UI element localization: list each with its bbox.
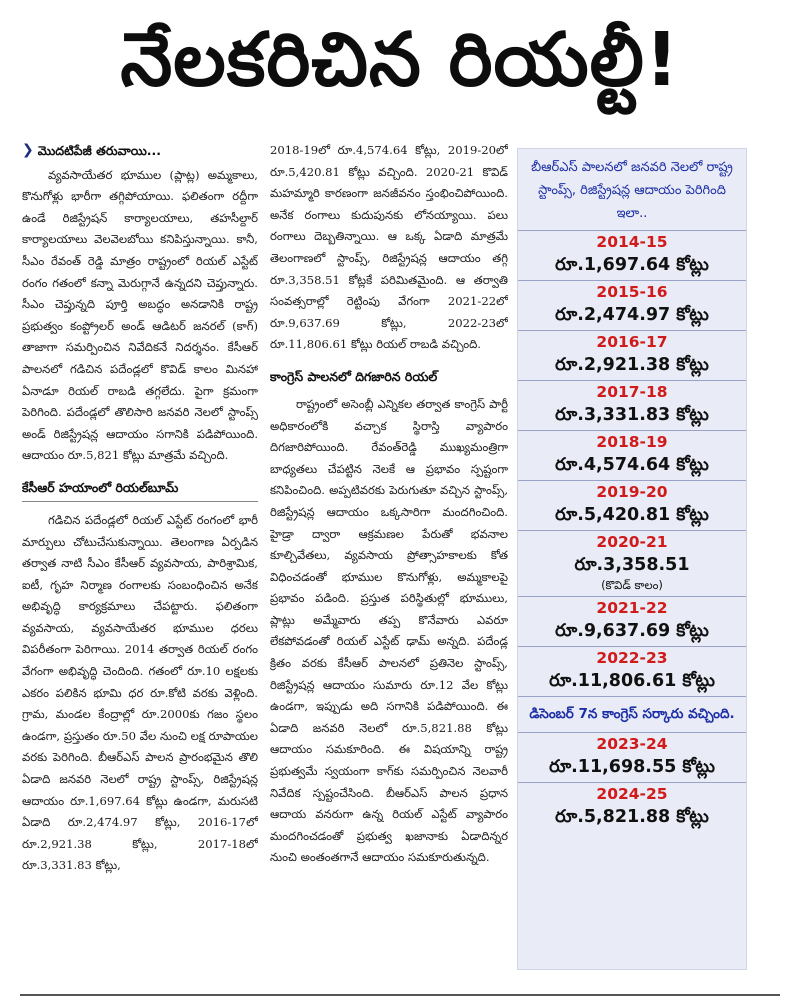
kicker — [22, 140, 258, 162]
revenue-entry — [518, 647, 746, 697]
revenue-entry — [518, 531, 746, 597]
entry-year: 2018-19 — [596, 433, 668, 451]
revenue-entry — [518, 381, 746, 431]
article-column-1 — [22, 140, 258, 990]
entry-amount: రూ.2,474.97 కోట్లు — [555, 305, 709, 325]
entry-amount: రూ.3,331.83 కోట్లు — [555, 405, 709, 425]
entry-year: 2015-16 — [596, 283, 668, 301]
entry-year: 2016-17 — [596, 333, 668, 351]
bottom-divider — [20, 994, 780, 996]
entry-amount: రూ.5,420.81 కోట్లు — [555, 505, 709, 525]
article-paragraph: 2018-19లో రూ.4,574.64 కోట్లు, 2019-20లో రూ.5,420.81 కోట్లు వచ్చింది. 2020-21 కొవిడ్ మహమ్మారి కారణంగా జనజీవనం స్తంభించిపోయింది. అనేక రంగాలు కుదుపునకు లోనయ్యాయి. పలు రంగాలు దెబ్బతిన్నాయి. ఆ ఒక్క ఏడాది మాత్రమే తెలంగాణలో స్టాంప్స్, రిజిస్ట్రేషన్ల ఆదాయం తగ్గి రూ.3,358.51 కోట్లకే పరిమితమైంది. ఆ తర్వాతి సంవత్సరాల్లో రెట్టింపు వేగంగా 2021-22లో రూ.9,637.69 కోట్లు, 2022-23లో రూ.11,806.61 కోట్లు రియల్ రాబడి వచ్చింది. — [270, 143, 508, 352]
entry-amount: రూ.5,821.88 కోట్లు — [555, 807, 709, 827]
entry-amount: రూ.1,697.64 కోట్లు — [555, 255, 709, 275]
revenue-sidebar — [517, 148, 747, 970]
entry-year: 2021-22 — [596, 599, 668, 617]
article-paragraph: వ్యవసాయేతర భూముల (ప్లాట్ల) అమ్మకాలు, కొనుగోళ్లు భారీగా తగ్గిపోయాయి. ఫలితంగా రద్దీగా ఉండే రిజిస్ట్రేషన్ కార్యాలయాలు, తహసీల్దార్ కార్యాలయాలు వెలవెలబోయి కనిపిస్తున్నాయి. కానీ, సీఎం రేవంత్ రెడ్డి మాత్రం రాష్ట్రంలో రియల్ ఎస్టేట్ రంగం గతంలో కన్నా మెరుగ్గానే ఉన్నదని చెప్తున్నారు. సీఎం చెప్తున్నది పూర్తి అబద్ధం అనడానికి రాష్ట్ర ప్రభుత్వం కంప్ట్రోలర్ అండ్ ఆడిటర్ జనరల్ (కాగ్) తాజాగా సమర్పించిన నివేదికనే నిదర్శనం. కేసీఆర్ పాలనలో గడిచిన పదేండ్లలో కొవిడ్ కాలం మినహా ఏనాడూ రియల్ రాబడి తగ్గలేదు. పైగా క్రమంగా పెరిగింది. పదేండ్లలో తొలిసారి జనవరి నెలలో స్టాంప్స్ అండ్ రిజిస్ట్రేషన్ల ఆదాయం సగానికి పడిపోయింది. ఆదాయం రూ.5,821 కోట్లు మాత్రమే వచ్చింది. — [22, 167, 258, 463]
entry-amount: రూ.9,637.69 కోట్లు — [555, 621, 709, 641]
section-subhead: కేసీఆర్ హయాంలో రియల్‌బూమ్ — [22, 479, 258, 502]
entry-year: 2024-25 — [596, 785, 668, 803]
section-subhead: కాంగ్రెస్ పాలనలో దిగజారిన రియల్ — [270, 368, 438, 384]
article-column-2 — [270, 140, 508, 990]
entry-note: (కొవిడ్ కాలం) — [601, 578, 663, 592]
revenue-entry — [518, 431, 746, 481]
entry-year: 2020-21 — [596, 533, 668, 551]
revenue-entry — [518, 783, 746, 832]
chevron-right-icon: ❯ — [22, 142, 34, 158]
entry-year: 2019-20 — [596, 483, 668, 501]
article-paragraph: రాష్ట్రంలో అసెంబ్లీ ఎన్నికల తర్వాత కాంగ్రెస్ పార్టీ అధికారంలోకి వచ్చాక స్థిరాస్తి వ్యాపారం దిగజారిపోయింది. రేవంత్‌రెడ్డి ముఖ్యమంత్రిగా బాధ్యతలు చేపట్టిన నెలకే ఆ ప్రభావం స్పష్టంగా కనిపించింది. అప్పటివరకు పెరుగుతూ వచ్చిన స్టాంప్స్, రిజిస్ట్రేషన్ల ఆదాయం ఒక్కసారిగా మందగించింది. హైడ్రా ద్వారా ఆక్రమణల పేరుతో భవనాల కూల్చివేతలు, వ్యవసాయ ప్రోత్సాహకాలకు కోత విధించడంతో భూముల కొనుగోళ్లు, అమ్మకాలపై ప్రభావం పడింది. ప్రస్తుత పరిస్థితుల్లో భూములు, ప్లాట్లు అమ్మేవారు తప్ప కొనేవారు ఎవరూ లేకపోవడంతో రియల్ ఎస్టేట్ ఢామ్ అన్నది. పదేండ్ల క్రితం వరకు కేసీఆర్ పాలనలో ప్రతినెల స్టాంప్స్, రిజిస్ట్రేషన్ల ఆదాయం సుమారు రూ.12 వేల కోట్లు ఉండగా, ఇప్పుడు అది సగానికి పడిపోయింది. ఈ ఏడాది జనవరి నెలలో రూ.5,821.88 కోట్లు ఆదాయం సమకూరింది. ఈ విషయాన్ని రాష్ట్ర ప్రభుత్వమే స్వయంగా కాగ్‌కు సమర్పించిన నెలవారీ నివేదిక స్పష్టంచేసింది. బీఆర్ఎస్ పాలన ప్రధాన ఆదాయ వనరుగా ఉన్న రియల్ ఎస్టేట్ వ్యాపారం మందగించడంతో ప్రభుత్వ ఖజానాకు ఏడాదిన్నర నుంచి అంతంతగానే ఆదాయం సమకూరుతున్నది. — [270, 396, 508, 865]
revenue-entry — [518, 231, 746, 281]
headline: నేలకరిచిన రియల్టీ! — [120, 17, 680, 103]
revenue-entry — [518, 281, 746, 331]
entry-amount: రూ.4,574.64 కోట్లు — [555, 455, 709, 475]
entry-year: 2014-15 — [596, 233, 668, 251]
entry-amount: రూ.3,358.51 — [574, 555, 690, 575]
entry-year: 2023-24 — [596, 735, 668, 753]
entry-year: 2022-23 — [596, 649, 668, 667]
entry-amount: రూ.11,698.55 కోట్లు — [549, 757, 715, 777]
revenue-entry — [518, 597, 746, 647]
entry-amount: రూ.2,921.38 కోట్లు — [555, 355, 709, 375]
kicker-text: మొదటిపేజీ తరువాయి... — [37, 143, 162, 158]
article-paragraph: గడిచిన పదేండ్లలో రియల్ ఎస్టేట్ రంగంలో భారీ మార్పులు చోటుచేసుకున్నాయి. తెలంగాణ ఏర్పడిన తర్వాత నాటి సీఎం కేసీఆర్ వ్యవసాయ, పారిశ్రామిక, ఐటీ, గృహ నిర్మాణ రంగాలకు సంబంధించిన అనేక అభివృద్ధి కార్యక్రమాలు చేపట్టారు. ఫలితంగా వ్యవసాయ, వ్యవసాయేతర భూముల ధరలు విపరీతంగా పెరిగాయి. 2014 తర్వాత రియల్ రంగం వేగంగా అభివృద్ధి చెందింది. గతంలో రూ.10 లక్షలకు ఎకరం పలికిన భూమి ధర రూ.కోటి వరకు వెళ్లింది. గ్రామ, మండల కేంద్రాల్లో రూ.2000కు గజం స్థలం ఉండగా, ప్రస్తుతం రూ.50 వేల నుంచి లక్ష రూపాయల వరకు పెరిగింది. బీఆర్ఎస్ పాలన ప్రారంభమైన తొలి ఏడాది జనవరి నెలలో రాష్ట్ర స్టాంప్స్, రిజిస్ట్రేషన్ల ఆదాయం రూ.1,697.64 కోట్లు ఉండగా, మరుసటి ఏడాది రూ.2,474.97 కోట్లు, 2016-17లో రూ.2,921.38 కోట్లు, 2017-18లో రూ.3,331.83 కోట్లు, — [22, 512, 258, 873]
revenue-entry — [518, 733, 746, 783]
entry-year: 2017-18 — [596, 383, 668, 401]
government-change-notice: డిసెంబర్ 7న కాంగ్రెస్ సర్కారు వచ్చింది. — [518, 697, 746, 733]
entry-amount: రూ.11,806.61 కోట్లు — [549, 671, 715, 691]
sidebar-intro: బీఆర్ఎస్ పాలనలో జనవరి నెలలో రాష్ట్ర స్టాంప్స్, రిజిస్ట్రేషన్ల ఆదాయం పెరిగింది ఇలా.. — [518, 149, 746, 231]
revenue-entry — [518, 331, 746, 381]
revenue-entry — [518, 481, 746, 531]
